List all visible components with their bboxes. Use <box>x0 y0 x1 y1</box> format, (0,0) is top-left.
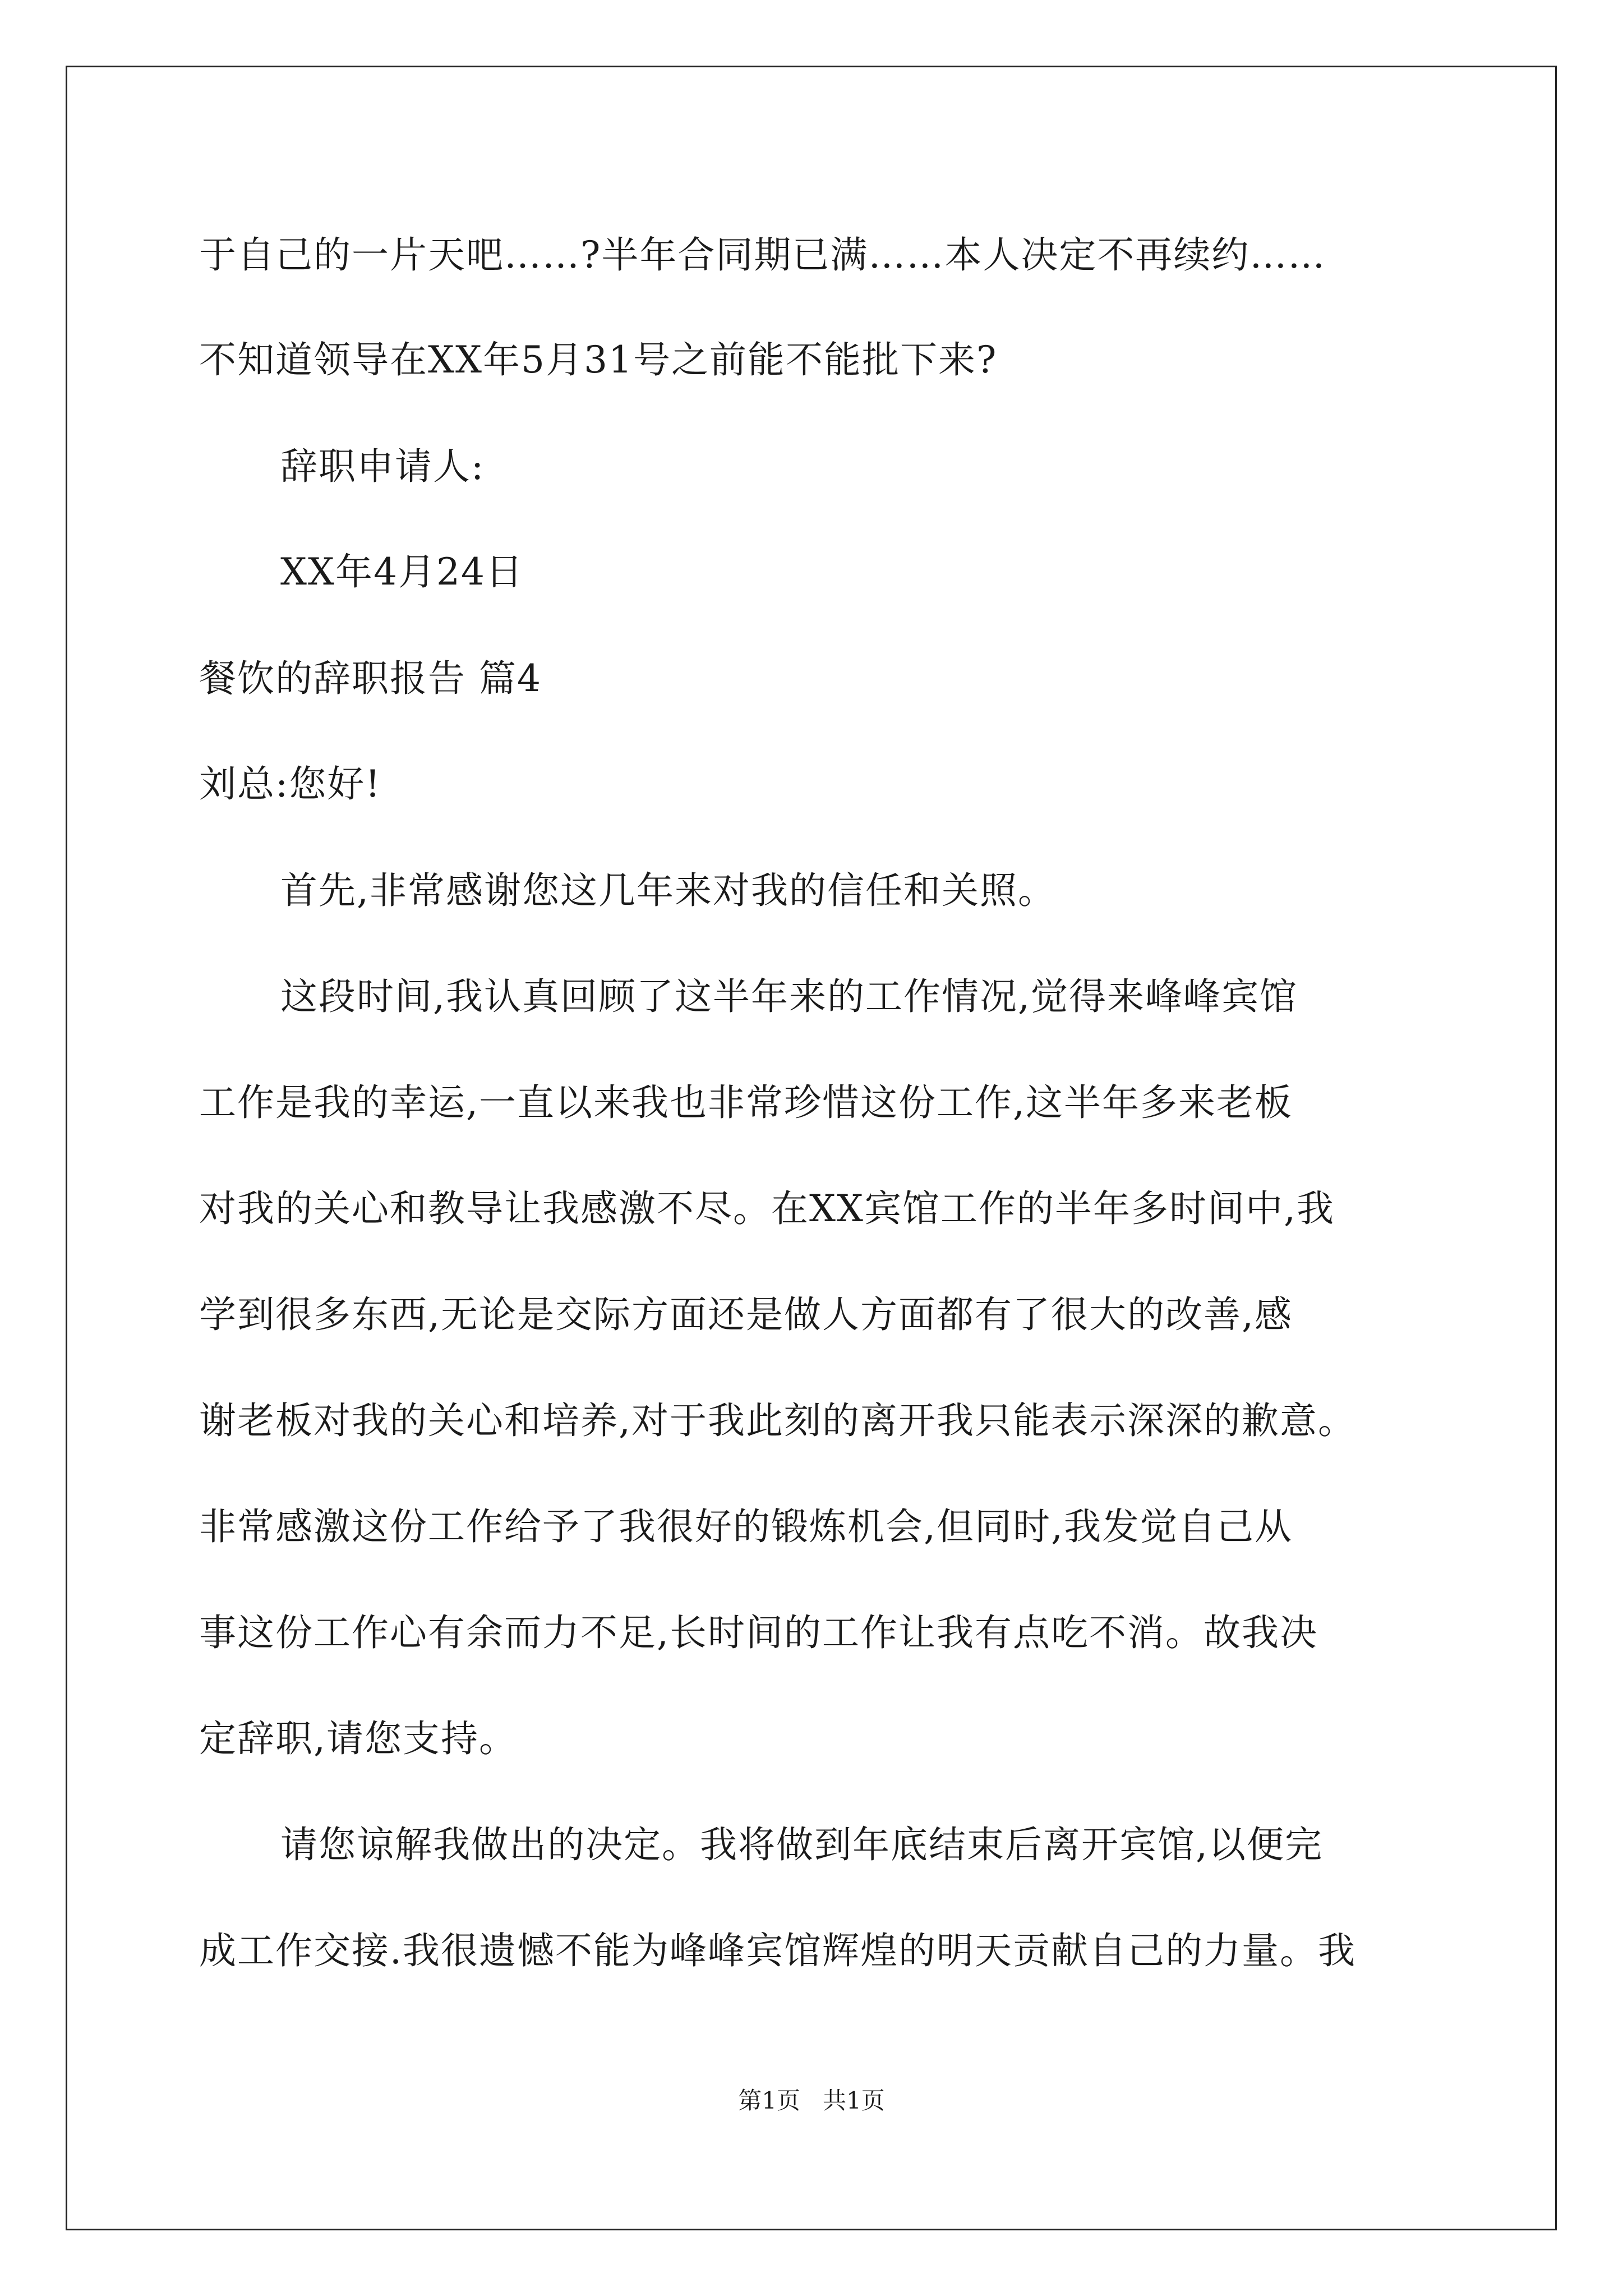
body-line-8: 谢老板对我的关心和培养,对于我此刻的离开我只能表示深深的歉意。 <box>199 1399 1356 1442</box>
page-border <box>66 66 1557 2230</box>
body-line-9: 非常感激这份工作给予了我很好的锻炼机会,但同时,我发觉自己从 <box>199 1505 1293 1548</box>
body-line-12: 请您谅解我做出的决定。我将做到年底结束后离开宾馆,以便完 <box>280 1823 1323 1866</box>
section-heading: 餐饮的辞职报告 篇4 <box>199 657 542 700</box>
body-line-11: 定辞职,请您支持。 <box>199 1717 517 1760</box>
date-line: XX年4月24日 <box>280 550 524 593</box>
body-line-4: 这段时间,我认真回顾了这半年来的工作情况,觉得来峰峰宾馆 <box>280 975 1298 1018</box>
page-footer: 第1页 共1页 <box>738 2087 885 2114</box>
body-line-10: 事这份工作心有余而力不足,长时间的工作让我有点吃不消。故我决 <box>199 1611 1318 1654</box>
body-line-7: 学到很多东西,无论是交际方面还是做人方面都有了很大的改善,感 <box>199 1293 1293 1336</box>
body-line-5: 工作是我的幸运,一直以来我也非常珍惜这份工作,这半年多来老板 <box>199 1081 1293 1124</box>
applicant-label: 辞职申请人: <box>280 445 485 488</box>
salutation: 刘总:您好! <box>199 762 381 806</box>
body-line-6: 对我的关心和教导让我感激不尽。在XX宾馆工作的半年多时间中,我 <box>199 1187 1335 1230</box>
body-line-3: 首先,非常感谢您这几年来对我的信任和关照。 <box>280 869 1056 912</box>
body-line-1: 于自己的一片天吧……?半年合同期已满……本人决定不再续约…… <box>199 233 1326 277</box>
body-line-2: 不知道领导在XX年5月31号之前能不能批下来? <box>199 338 998 381</box>
body-line-13: 成工作交接.我很遗憾不能为峰峰宾馆辉煌的明天贡献自己的力量。我 <box>199 1929 1356 1972</box>
